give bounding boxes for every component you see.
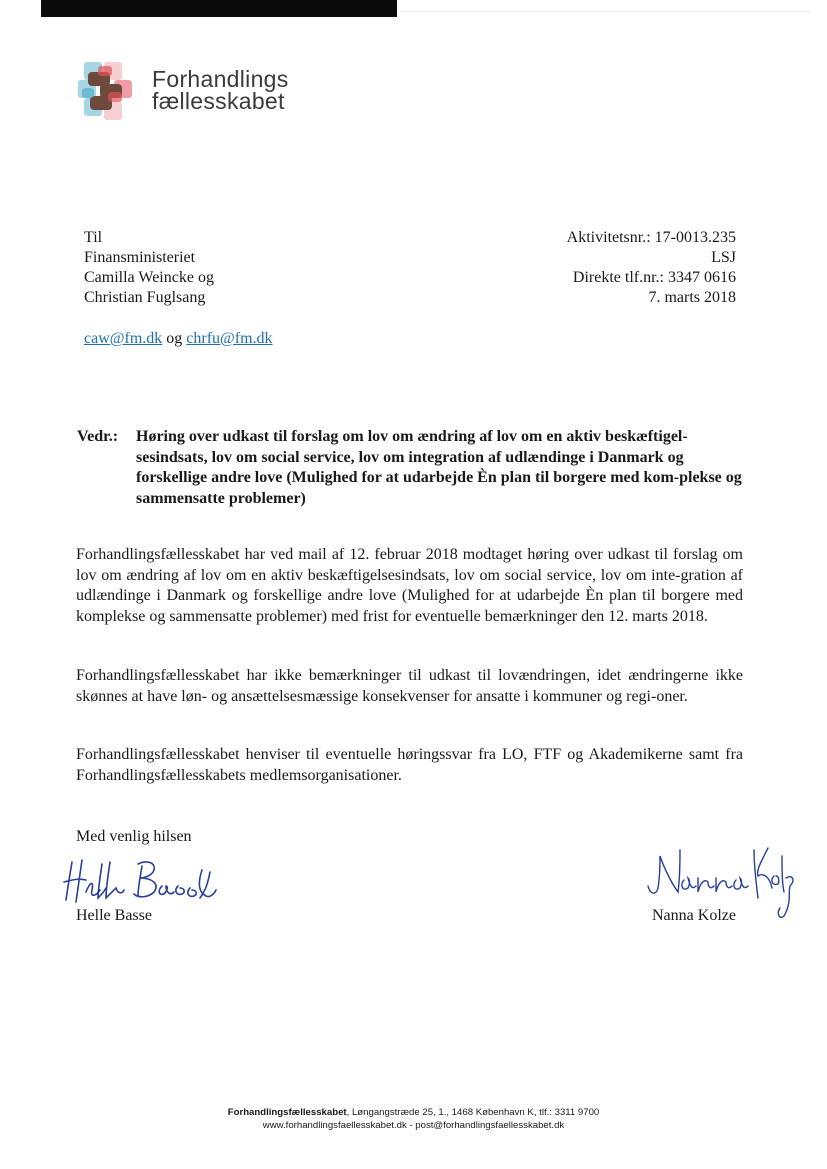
signatory-name-2: Nanna Kolze [652, 907, 736, 924]
signatory-name-1: Helle Basse [76, 907, 152, 924]
footer-address: , Løngangstræde 25, 1., 1468 København K, tlf.: 3311 9700 [346, 1107, 600, 1118]
footer-contact-line: www.forhandlingsfaellesskabet.dk - post@forhandlingsfaellesskabet.dk [262, 1120, 565, 1131]
body-paragraph-1: Forhandlingsfællesskabet har ved mail af 12. februar 2018 modtaget høring over udkast til forslag om lov om ændring af lov om en aktiv beskæftigelsesindsats, lov om social service, lov om inte-gration af udlændinge i Danmark og forskellige andre love (Mulighed for at udarbejde Èn plan til borgere med komplekse og sammensatte problemer) med frist for eventuelle bemærkninger den 12. marts 2018. [76, 546, 743, 625]
recipient-block [84, 228, 214, 308]
subject-label: Vedr.: [77, 428, 119, 445]
recipient-organization: Finansministeriet [84, 249, 196, 266]
closing-greeting: Med venlig hilsen [76, 828, 192, 845]
signature-helle-basse [60, 852, 220, 912]
recipient-emails [84, 329, 273, 349]
organization-wordmark [152, 68, 289, 112]
wordmark-line-1: Forhandlings [152, 66, 289, 92]
reference-block [567, 228, 736, 308]
recipient-to-label: Til [84, 229, 103, 246]
subject-text: Høring over udkast til forslag om lov om ændring af lov om en aktiv beskæftigel-sesindsats, lov om social service, lov om integration af udlændinge i Danmark og forskellige andre love (Mulighed for at udarbejde Èn plan til borgere med kom-plekse og sammensatte problemer) [136, 428, 742, 507]
recipient-person-2: Christian Fuglsang [84, 289, 206, 306]
footer-org-name: Forhandlingsfællesskabet [227, 1107, 347, 1118]
email-link-2[interactable]: chrfu@fm.dk [186, 330, 273, 347]
email-link-1[interactable]: caw@fm.dk [84, 330, 163, 347]
footer-address-line [0, 1106, 827, 1119]
letter-date: 7. marts 2018 [648, 289, 736, 306]
body-paragraph-3: Forhandlingsfællesskabet henviser til eventuelle høringssvar fra LO, FTF og Akademikerne samt fra Forhandlingsfællesskabets medlemsorganisationer. [76, 746, 743, 784]
recipient-person-1: Camilla Weincke og [84, 269, 214, 286]
sender-initials: LSJ [711, 249, 736, 266]
redaction-bar [41, 0, 397, 17]
direct-phone: Direkte tlf.nr.: 3347 0616 [572, 269, 736, 286]
scan-line [400, 11, 810, 12]
wordmark-line-2: fællesskabet [152, 88, 285, 114]
email-connector: og [162, 330, 187, 347]
activity-number: Aktivitetsnr.: 17-0013.235 [566, 229, 736, 246]
letter-footer [0, 1106, 827, 1132]
organization-logo [78, 58, 140, 124]
body-paragraph-2: Forhandlingsfællesskabet har ikke bemærkninger til udkast til lovændringen, idet ændringerne ikke skønnes at have løn- og ansættelsesmæssige konsekvenser for ansatte i kommuner og regi-oner. [76, 667, 743, 705]
